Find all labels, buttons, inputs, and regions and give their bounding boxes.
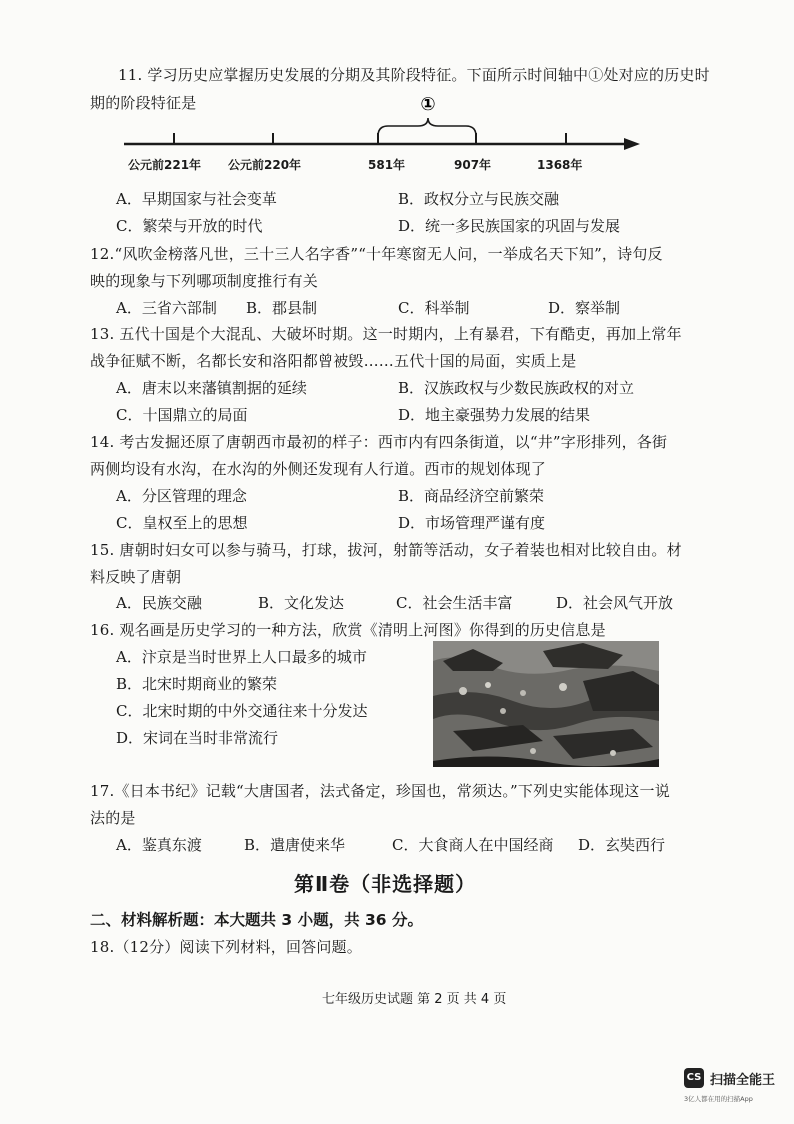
qingming-painting-image [433, 641, 659, 767]
section-title: 第Ⅱ卷（非选择题） [294, 872, 477, 896]
q11-stem-line1: 11. 学习历史应掌握历史发展的分期及其阶段特征。下面所示时间轴中①处对应的历史时 [118, 66, 710, 84]
q16-option-d: D．宋词在当时非常流行 [116, 729, 279, 747]
q12-option-b: B．郡县制 [246, 299, 318, 317]
q16-option-b: B．北宋时期商业的繁荣 [116, 675, 278, 693]
q15-option-c: C．社会生活丰富 [396, 594, 513, 612]
timeline-label: 907年 [454, 158, 492, 172]
timeline-brace [378, 118, 476, 136]
q14-stem-line1: 14. 考古发掘还原了唐朝西市最初的样子：西市内有四条街道，以“井”字形排列，各街 [90, 433, 668, 451]
q18-stem: 18.（12分）阅读下列材料，回答问题。 [90, 938, 362, 956]
q15-option-a: A．民族交融 [116, 594, 202, 612]
timeline-label: 1368年 [537, 158, 583, 172]
q12-option-d: D．察举制 [548, 299, 621, 317]
q16-option-c: C．北宋时期的中外交通往来十分发达 [116, 702, 368, 720]
q17-stem-line2: 法的是 [90, 809, 136, 827]
q11-option-a: A．早期国家与社会变革 [116, 190, 277, 208]
q13-option-d: D．地主豪强势力发展的结果 [398, 406, 591, 424]
watermark-name: 扫描全能王 [710, 1073, 776, 1088]
q15-stem-line2: 料反映了唐朝 [90, 568, 182, 586]
q15-stem-line1: 15. 唐朝时妇女可以参与骑马，打球，拔河，射箭等活动，女子着装也相对比较自由。材 [90, 541, 682, 559]
q13-option-c: C．十国鼎立的局面 [116, 406, 248, 424]
q14-option-b: B．商品经济空前繁荣 [398, 487, 545, 505]
q12-stem-line1: 12.“风吹金榜落凡世，三十三人名字香”“十年寒窗无人问，一举成名天下知”，诗句反 [90, 245, 663, 263]
timeline-label: 公元前221年 [128, 158, 202, 172]
q13-stem-line1: 13. 五代十国是个大混乱、大破坏时期。这一时期内，上有暴君，下有酷吏，再加上常年 [90, 325, 682, 343]
q12-option-c: C．科举制 [398, 299, 470, 317]
q12-stem-line2: 映的现象与下列哪项制度推行有关 [90, 272, 319, 290]
timeline-label: 581年 [368, 158, 406, 172]
q17-option-a: A．鉴真东渡 [116, 836, 202, 854]
q11-option-c: C．繁荣与开放的时代 [116, 217, 263, 235]
q16-stem-line1: 16. 观名画是历史学习的一种方法，欣赏《清明上河图》你得到的历史信息是 [90, 621, 606, 639]
timeline-marker: ① [420, 94, 436, 115]
q16-option-a: A．汴京是当时世界上人口最多的城市 [116, 648, 367, 666]
q14-option-c: C．皇权至上的思想 [116, 514, 248, 532]
q14-option-a: A．分区管理的理念 [116, 487, 247, 505]
q12-option-a: A．三省六部制 [116, 299, 217, 317]
q11-option-d: D．统一多民族国家的巩固与发展 [398, 217, 621, 235]
q14-option-d: D．市场管理严谨有度 [398, 514, 546, 532]
q17-option-d: D．玄奘西行 [578, 836, 666, 854]
q11-option-b: B．政权分立与民族交融 [398, 190, 560, 208]
q13-option-b: B．汉族政权与少数民族政权的对立 [398, 379, 635, 397]
q11-stem-line2: 期的阶段特征是 [90, 94, 197, 112]
q13-stem-line2: 战争征赋不断，名都长安和洛阳都曾被毁……五代十国的局面，实质上是 [90, 352, 577, 370]
q17-stem-line1: 17.《日本书纪》记载“大唐国者，法式备定，珍国也，常须达。”下列史实能体现这一说 [90, 782, 670, 800]
q14-stem-line2: 两侧均设有水沟，在水沟的外侧还发现有人行道。西市的规划体现了 [90, 460, 547, 478]
camscanner-logo-icon: CS [684, 1068, 704, 1088]
page-footer: 七年级历史试题 第 2 页 共 4 页 [322, 992, 507, 1007]
q15-option-b: B．文化发达 [258, 594, 345, 612]
q15-option-d: D．社会风气开放 [556, 594, 674, 612]
part-heading: 二、材料解析题：本大题共 3 小题，共 36 分。 [90, 911, 423, 929]
watermark-sub: 3亿人都在用的扫描App [684, 1095, 753, 1103]
q17-option-c: C．大食商人在中国经商 [392, 836, 554, 854]
timeline-label: 公元前220年 [228, 158, 302, 172]
q17-option-b: B．遣唐使来华 [244, 836, 346, 854]
q13-option-a: A．唐末以来藩镇割据的延续 [116, 379, 307, 397]
timeline-arrow [624, 138, 640, 150]
